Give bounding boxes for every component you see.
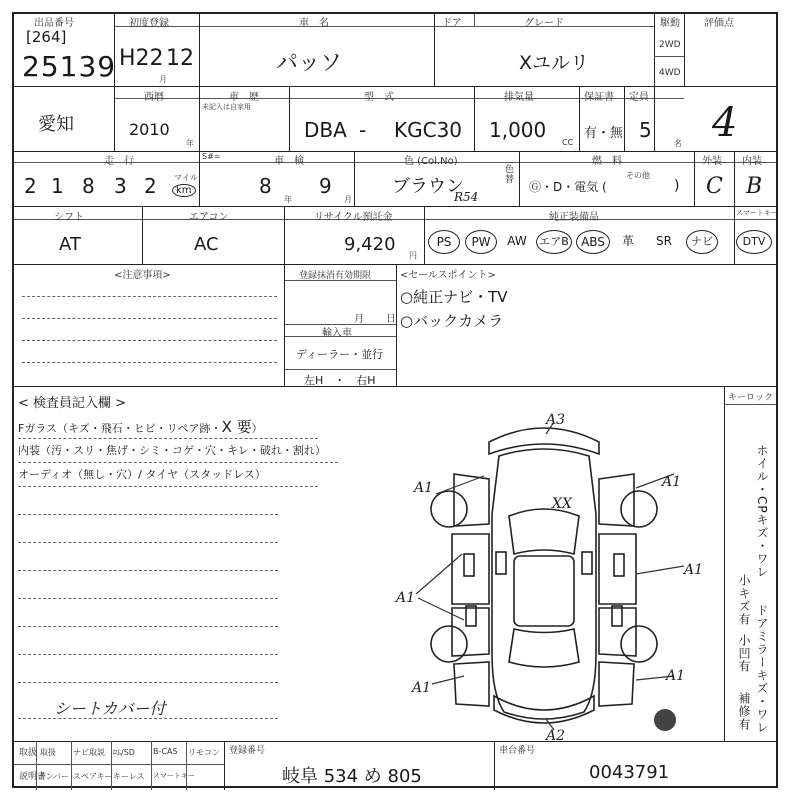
mileage-digit: 2 <box>24 174 37 198</box>
color: ブラウン <box>392 176 464 197</box>
drive-label: 駆動 <box>660 18 680 29</box>
first-reg-month: 12 <box>166 46 194 71</box>
displacement-unit: CC <box>562 138 574 147</box>
ac: AC <box>194 234 219 255</box>
import-label: 輸入車 <box>322 328 352 339</box>
fuel-label: 燃 料 <box>592 156 622 167</box>
smartkey-label: スマートキー <box>736 209 778 217</box>
model-dash: - <box>359 118 367 142</box>
mileage-digit: 3 <box>114 174 127 198</box>
selling-label: <セールスポイント> <box>400 270 496 281</box>
model-prefix: DBA <box>304 118 347 142</box>
car-name: パッソ <box>276 51 343 76</box>
mileage-digit: 8 <box>82 174 95 198</box>
mileage-unit-top: マイル <box>174 173 198 182</box>
equip-leather: 革 <box>621 234 634 248</box>
year: 2010 <box>129 120 170 139</box>
fuel: Ⓖ・D・電気 ( <box>529 180 607 194</box>
fuel-other: その他 <box>626 171 650 180</box>
mark-rear-bumper: A2 <box>546 728 566 740</box>
side-note-mirror: ドアミラーキズ・ワレ <box>755 604 769 734</box>
punch-hole <box>654 709 676 731</box>
footer-item: B-CAS <box>153 747 178 756</box>
mileage-digit: 1 <box>51 174 64 198</box>
chassis: 0043791 <box>589 762 670 783</box>
mark-rear-left: A1 <box>412 680 432 696</box>
drive-4wd: 4WD <box>659 68 681 78</box>
glass-line: Fガラス（キズ・飛石・ヒビ・リペア跡・X 要） <box>18 418 263 436</box>
chassis-label: 車台番号 <box>499 746 536 756</box>
shift: AT <box>59 234 81 255</box>
mark-right-door: A1 <box>684 562 704 578</box>
equip-dtv: DTV <box>736 230 772 254</box>
fuel-close: ) <box>674 178 680 194</box>
audio-line: オーディオ（無し・穴）/ タイヤ（スタッドレス） <box>18 468 266 481</box>
equip-navi: ナビ <box>686 230 718 254</box>
model-label: 型 式 <box>364 92 394 103</box>
side-note-dent: 小凹有 <box>737 634 751 673</box>
first-reg-era: H22 <box>119 46 164 71</box>
car-name-label: 車 名 <box>299 18 329 29</box>
capacity: 5 <box>639 118 652 142</box>
year-label: 西暦 <box>144 92 164 103</box>
footer-item: スマートキー <box>153 772 195 780</box>
region: 愛知 <box>38 114 74 135</box>
grade: Xユルリ <box>519 52 590 74</box>
footer-item: キーレス <box>113 772 145 781</box>
shift-label: シフト <box>54 212 84 223</box>
score-label: 評価点 <box>704 18 734 29</box>
warranty: 有・無 <box>584 126 624 141</box>
displacement: 1,000 <box>489 118 547 142</box>
footer-col1-top: 取扱 <box>19 748 38 758</box>
first-reg-label: 初度登録 <box>129 18 169 29</box>
shaken-sub-label: S#= <box>202 152 221 161</box>
lot-bracket: [264] <box>26 28 67 46</box>
month-unit: 月 <box>159 75 167 84</box>
equip-ps: PS <box>428 230 460 254</box>
history-note: 未記入は自家用 <box>202 103 251 111</box>
equip-abs: ABS <box>576 230 610 254</box>
shaken-year: 8 <box>259 174 272 198</box>
side-note-scratch: 小キズ有 <box>737 574 751 626</box>
equipment-label: 純正装備品 <box>549 212 599 223</box>
interior: B <box>746 174 763 199</box>
steering: 左H ・ 右H <box>304 374 376 387</box>
mark-front-right: A1 <box>662 474 682 490</box>
recycle: 9,420 <box>344 234 396 255</box>
keyless-label: キーロック <box>728 393 773 403</box>
interior-label: 内装 <box>742 156 762 167</box>
grade-label: グレード <box>524 18 564 29</box>
color-change: 色替 <box>503 164 513 184</box>
capacity-unit: 名 <box>674 139 682 148</box>
color-code: R54 <box>454 190 479 204</box>
recycle-unit: 円 <box>409 251 417 260</box>
side-note-wheel: ホイル・CPキズ・ワレ <box>755 444 769 579</box>
mark-front-bumper: A3 <box>546 412 566 428</box>
lot-label: 出品番号 <box>34 18 74 29</box>
handwritten-note: シートカバー付 <box>54 699 166 718</box>
exterior: C <box>706 174 723 199</box>
mark-hood: XX <box>552 496 572 512</box>
footer-item: スペアキー <box>73 772 113 781</box>
year-unit: 年 <box>186 139 194 148</box>
drive-2wd: 2WD <box>659 40 681 50</box>
selling-point: ○純正ナビ・TV <box>400 288 508 306</box>
displacement-label: 排気量 <box>504 92 534 103</box>
glass-mark: X 要 <box>221 418 252 436</box>
capacity-label: 定員 <box>629 92 649 103</box>
footer-item: ナビ取説 <box>73 748 105 757</box>
car-condition-diagram <box>374 394 714 740</box>
plate-label: 登録番号 <box>229 746 266 756</box>
footer-item: ﾛﾑ/SD <box>113 748 135 757</box>
inspector-title: < 検査員記入欄 > <box>18 396 127 411</box>
footer-item: リモコン <box>188 748 220 757</box>
exterior-label: 外装 <box>702 156 722 167</box>
selling-point: ○バックカメラ <box>400 312 504 330</box>
equip-pw: PW <box>465 230 497 254</box>
footer-item: ナンバー <box>38 772 70 781</box>
door-label: ドア <box>442 18 462 29</box>
interior-line: 内装（汚・スリ・焦げ・シミ・コゲ・穴・キレ・破れ・割れ） <box>18 444 326 457</box>
import-type: ディーラー・並行 <box>296 348 384 361</box>
mark-front-left: A1 <box>414 480 434 496</box>
footer-item: 取扱 <box>40 748 56 757</box>
mileage-label: 走 行 <box>104 156 134 167</box>
shaken-year-unit: 年 <box>284 195 292 204</box>
shaken-month: 9 <box>319 174 332 198</box>
mileage-unit: km <box>172 184 196 197</box>
reg-month-unit: 月 <box>354 314 364 325</box>
auction-sheet <box>12 12 778 788</box>
recycle-label: リサイクル預託金 <box>314 212 393 223</box>
ac-label: エアコン <box>189 212 229 223</box>
mileage-digit: 2 <box>144 174 157 198</box>
reg-valid-label: 登録抹消有効期限 <box>299 271 372 281</box>
model-code: KGC30 <box>394 118 463 142</box>
color-label: 色 (Col.No) <box>404 156 458 167</box>
equip-sr: SR <box>656 234 672 248</box>
equip-aw: AW <box>507 234 527 248</box>
side-note-repair: 補修有 <box>737 692 751 731</box>
footer-col1-bottom: 説明書 <box>19 772 47 782</box>
reg-day-unit: 日 <box>386 314 396 325</box>
mark-left-door: A1 <box>396 590 416 606</box>
score: 4 <box>712 100 738 146</box>
lot-number: 25139 <box>22 50 117 83</box>
shaken-label: 車 検 <box>274 156 304 167</box>
equip-airbag: エアB <box>536 230 572 254</box>
plate: 岐阜 534 め 805 <box>282 766 422 787</box>
caution-label: <注意事項> <box>114 270 171 281</box>
mark-rear-right: A1 <box>666 668 686 684</box>
history-label: 車 歴 <box>229 92 259 103</box>
warranty-label: 保証書 <box>584 92 614 103</box>
shaken-month-unit: 月 <box>344 195 352 204</box>
